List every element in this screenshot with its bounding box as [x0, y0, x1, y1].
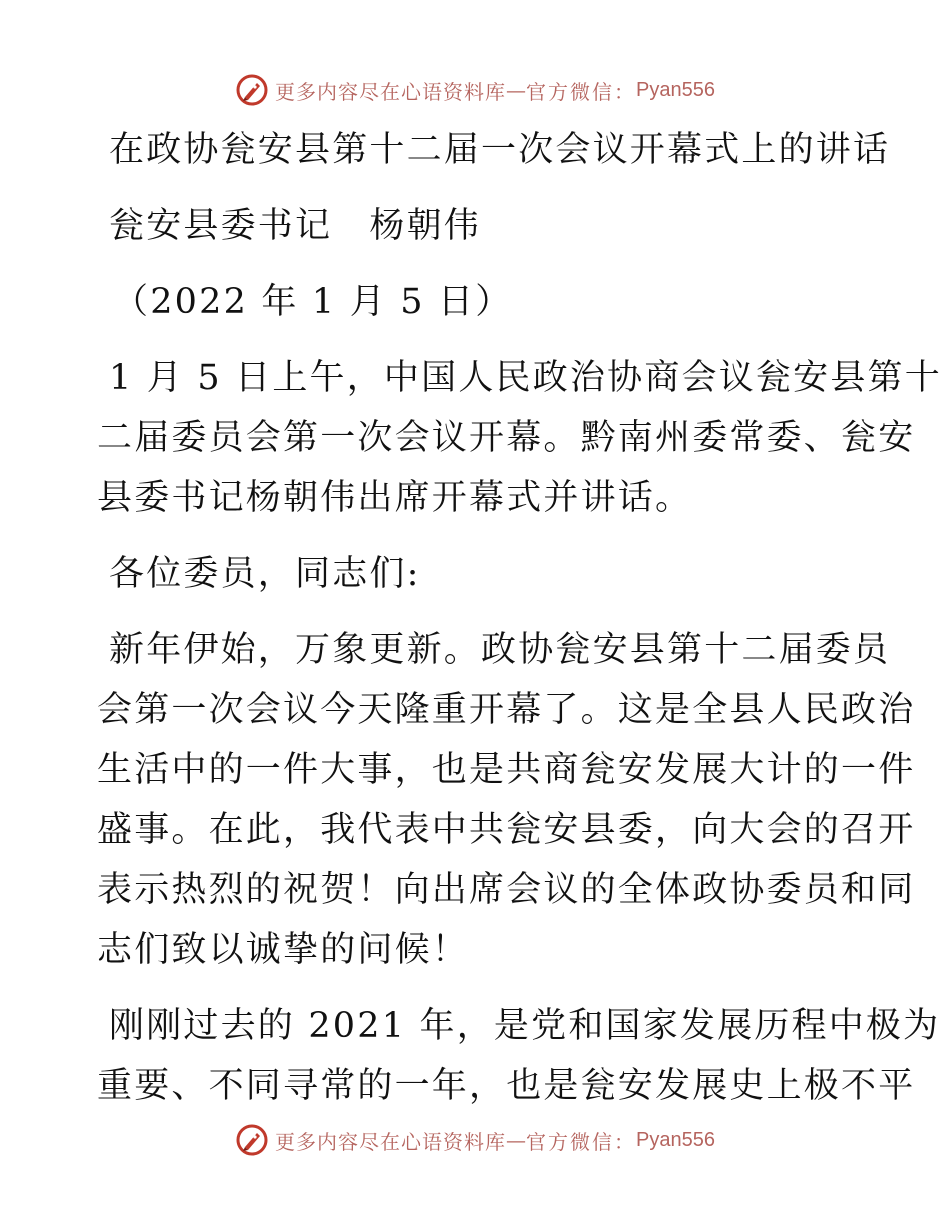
paragraph-line: 重要、不同寻常的一年，也是瓮安发展史上极不平 — [97, 1066, 916, 1106]
paragraph-line: 1 月 5 日上午，中国人民政治协商会议瓮安县第十 — [109, 358, 942, 398]
paragraph-line: 会第一次会议今天隆重开幕了。这是全县人民政治 — [97, 690, 916, 730]
document-title: 在政协瓮安县第十二届一次会议开幕式上的讲话 — [109, 130, 891, 170]
paragraph — [97, 348, 942, 528]
footer-banner — [0, 1120, 950, 1160]
paragraph-line: 各位委员，同志们: — [109, 554, 421, 594]
paragraph — [97, 996, 941, 1116]
paragraph-line: 表示热烈的祝贺！向出席会议的全体政协委员和同 — [97, 870, 916, 910]
banner-wechat-label: 官方微信： — [526, 1129, 637, 1154]
paragraph — [97, 544, 847, 604]
banner-wechat-label: 官方微信： — [526, 79, 637, 104]
pen-nib-logo-icon — [235, 1123, 269, 1157]
document-date: （2022 年 1 月 5 日） — [113, 282, 513, 322]
paragraph — [97, 620, 916, 980]
paragraph-line: 新年伊始，万象更新。政协瓮安县第十二届委员 — [109, 630, 891, 670]
banner-dash: — — [506, 78, 527, 102]
banner-site-text: 更多内容尽在心语资料库 — [275, 79, 507, 104]
paragraph-line: 刚刚过去的 2021 年，是党和国家发展历程中极为 — [109, 1006, 941, 1046]
pen-nib-logo-icon — [235, 73, 269, 107]
document-body — [97, 120, 942, 1132]
document-author: 瓮安县委书记 杨朝伟 — [109, 206, 482, 246]
header-banner — [0, 70, 950, 110]
banner-account: Pyan556 — [636, 1128, 715, 1151]
paragraph-line: 志们致以诚挚的问候！ — [97, 930, 470, 970]
paragraph-line: 盛事。在此，我代表中共瓮安县委，向大会的召开 — [97, 810, 916, 850]
banner-dash: — — [506, 1128, 527, 1152]
banner-site-text: 更多内容尽在心语资料库 — [275, 1129, 507, 1154]
paragraph-line: 生活中的一件大事，也是共商瓮安发展大计的一件 — [97, 750, 916, 790]
paragraph-line: 县委书记杨朝伟出席开幕式并讲话。 — [97, 478, 693, 518]
paragraph-line: 二届委员会第一次会议开幕。黔南州委常委、瓮安 — [97, 418, 916, 458]
banner-account: Pyan556 — [636, 78, 715, 101]
